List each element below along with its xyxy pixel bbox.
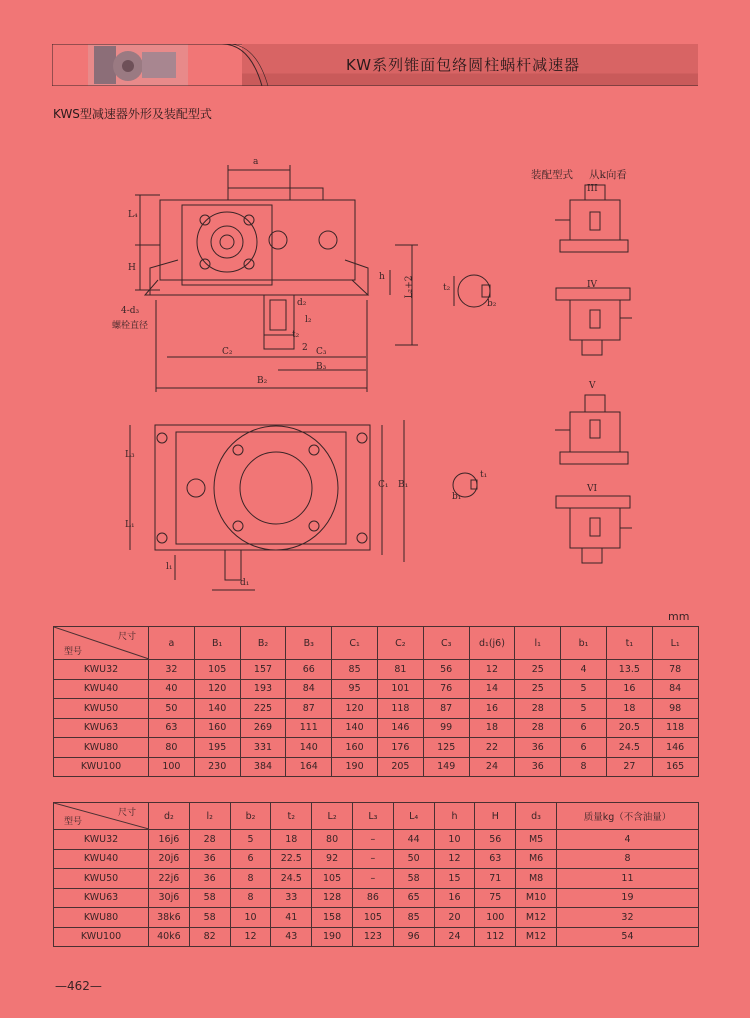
table-cell: 5	[230, 830, 271, 850]
table-row	[54, 888, 699, 908]
column-header: 质量kg（不含油量）	[556, 803, 698, 830]
table-cell: 8	[230, 869, 271, 889]
table-cell: 33	[271, 888, 312, 908]
model-cell: KWU32	[54, 830, 149, 850]
table-cell: 38k6	[149, 908, 190, 928]
assembly-title	[531, 167, 643, 182]
table-cell: 82	[189, 927, 230, 947]
table-cell: 230	[194, 757, 240, 777]
table-cell: 58	[393, 869, 434, 889]
table-cell: 10	[434, 830, 475, 850]
table-cell: M8	[516, 869, 557, 889]
table-cell: 140	[332, 718, 378, 738]
table-cell: 44	[393, 830, 434, 850]
table-cell: 16	[606, 679, 652, 699]
table-cell: 80	[149, 738, 195, 758]
table-cell: 86	[352, 888, 393, 908]
bolt-diameter-note: 螺栓直径	[112, 321, 149, 331]
column-header: B₃	[286, 627, 332, 660]
dim-t2: t₂	[292, 330, 300, 340]
table-cell: 146	[652, 738, 698, 758]
table-cell: 84	[652, 679, 698, 699]
table-cell: 56	[475, 830, 516, 850]
table-cell: 32	[556, 908, 698, 928]
table-row	[54, 660, 699, 680]
table-cell: 16	[434, 888, 475, 908]
table-cell: 25	[515, 679, 561, 699]
table-cell: 41	[271, 908, 312, 928]
assembly-label: 装配型式	[531, 169, 573, 181]
column-header: C₂	[377, 627, 423, 660]
table-cell: 87	[423, 699, 469, 719]
table-cell: 18	[469, 718, 515, 738]
dim-C2: C₂	[222, 347, 233, 357]
table-cell: 118	[652, 718, 698, 738]
model-cell: KWU50	[54, 699, 149, 719]
dimension-table-2	[53, 802, 699, 947]
dim-h: h	[379, 272, 385, 282]
table-cell: –	[352, 869, 393, 889]
table-cell: 50	[393, 849, 434, 869]
table-cell: 160	[332, 738, 378, 758]
dim-B1: B₁	[398, 480, 409, 490]
dim-d2: d₂	[297, 298, 307, 308]
dim-B2: B₂	[257, 376, 268, 386]
table-cell: 105	[312, 869, 353, 889]
table-cell: 112	[475, 927, 516, 947]
table-cell: 20j6	[149, 849, 190, 869]
table-cell: 95	[332, 679, 378, 699]
table-cell: 128	[312, 888, 353, 908]
dim-t1: t₁	[480, 470, 488, 480]
dim-C3: C₃	[316, 347, 327, 357]
table-row	[54, 699, 699, 719]
column-header: C₁	[332, 627, 378, 660]
table-cell: 176	[377, 738, 423, 758]
column-header: h	[434, 803, 475, 830]
table-cell: 8	[561, 757, 607, 777]
table-cell: 6	[230, 849, 271, 869]
table-cell: 66	[286, 660, 332, 680]
assembly-view-III	[555, 185, 628, 252]
unit-label: mm	[668, 610, 690, 623]
table-cell: 50	[149, 699, 195, 719]
table-corner	[54, 803, 149, 830]
table-cell: 100	[475, 908, 516, 928]
column-header: l₁	[515, 627, 561, 660]
column-header: a	[149, 627, 195, 660]
view-label-V: V	[589, 381, 596, 391]
table-cell: 56	[423, 660, 469, 680]
table-cell: 92	[312, 849, 353, 869]
corner-size-label: 尺寸	[117, 632, 136, 642]
table-cell: M12	[516, 908, 557, 928]
model-cell: KWU100	[54, 757, 149, 777]
dim-L3: L₃	[125, 450, 135, 460]
table-cell: 76	[423, 679, 469, 699]
table-cell: 22j6	[149, 869, 190, 889]
table-cell: 24.5	[606, 738, 652, 758]
table-cell: 54	[556, 927, 698, 947]
dim-l2: l₂	[305, 315, 312, 325]
table-cell: 24	[469, 757, 515, 777]
table-cell: 96	[393, 927, 434, 947]
table-cell: 8	[230, 888, 271, 908]
table-row	[54, 849, 699, 869]
table-cell: 5	[561, 699, 607, 719]
view-label-IV: IV	[587, 280, 598, 290]
table-cell: –	[352, 849, 393, 869]
table-cell: 120	[332, 699, 378, 719]
table-cell: 10	[230, 908, 271, 928]
dim-2: 2	[302, 343, 308, 353]
table-row	[54, 679, 699, 699]
assembly-view-VI	[556, 496, 632, 563]
dim-l1: l₁	[166, 562, 173, 572]
table-cell: 24.5	[271, 869, 312, 889]
table-cell: 80	[312, 830, 353, 850]
table-cell: 160	[194, 718, 240, 738]
column-header: d₃	[516, 803, 557, 830]
corner-size-label: 尺寸	[117, 808, 136, 818]
table-cell: 58	[189, 908, 230, 928]
dim-L2: L₂+2	[404, 275, 415, 299]
table-cell: 19	[556, 888, 698, 908]
corner-model-label: 型号	[64, 647, 83, 657]
table-cell: 6	[561, 718, 607, 738]
table-cell: 36	[515, 757, 561, 777]
column-header: B₁	[194, 627, 240, 660]
column-header: L₁	[652, 627, 698, 660]
column-header: b₂	[230, 803, 271, 830]
table-cell: 158	[312, 908, 353, 928]
table-cell: 331	[240, 738, 286, 758]
assembly-view-IV	[556, 288, 632, 355]
table-row	[54, 738, 699, 758]
table-cell: 20.5	[606, 718, 652, 738]
table-cell: 13.5	[606, 660, 652, 680]
table-cell: 12	[434, 849, 475, 869]
table-cell: 12	[469, 660, 515, 680]
table-cell: 384	[240, 757, 286, 777]
view-label-VI: VI	[587, 484, 598, 494]
table-cell: 269	[240, 718, 286, 738]
table-cell: 58	[189, 888, 230, 908]
table-cell: 225	[240, 699, 286, 719]
table-cell: 4	[561, 660, 607, 680]
table-cell: 123	[352, 927, 393, 947]
table-cell: 36	[189, 849, 230, 869]
table-cell: 43	[271, 927, 312, 947]
table-cell: 164	[286, 757, 332, 777]
dimension-table-1	[53, 626, 699, 777]
table-cell: 118	[377, 699, 423, 719]
table-cell: 120	[194, 679, 240, 699]
table-row	[54, 927, 699, 947]
table-cell: 12	[230, 927, 271, 947]
housing-side-view	[160, 200, 355, 280]
dim-t2-section: t₂	[443, 283, 451, 293]
table-cell: 84	[286, 679, 332, 699]
table-cell: 165	[652, 757, 698, 777]
table-cell: 5	[561, 679, 607, 699]
table-cell: 125	[423, 738, 469, 758]
table-row	[54, 908, 699, 928]
column-header: l₂	[189, 803, 230, 830]
table-cell: 28	[189, 830, 230, 850]
table-cell: 22	[469, 738, 515, 758]
table-cell: 16j6	[149, 830, 190, 850]
model-cell: KWU80	[54, 738, 149, 758]
column-header: L₃	[352, 803, 393, 830]
column-header: d₂	[149, 803, 190, 830]
model-cell: KWU63	[54, 718, 149, 738]
table-cell: 63	[149, 718, 195, 738]
table-corner	[54, 627, 149, 660]
column-header: H	[475, 803, 516, 830]
table-cell: 101	[377, 679, 423, 699]
dim-L1: L₁	[125, 520, 135, 530]
table-cell: 85	[332, 660, 378, 680]
table-cell: 25	[515, 660, 561, 680]
model-cell: KWU40	[54, 849, 149, 869]
table-cell: 40k6	[149, 927, 190, 947]
column-header: C₃	[423, 627, 469, 660]
table-cell: 85	[393, 908, 434, 928]
table-cell: 36	[189, 869, 230, 889]
dim-a: a	[253, 157, 259, 167]
model-cell: KWU40	[54, 679, 149, 699]
table-cell: 146	[377, 718, 423, 738]
table-cell: 75	[475, 888, 516, 908]
table-cell: 30j6	[149, 888, 190, 908]
table-cell: 28	[515, 699, 561, 719]
table-cell: 81	[377, 660, 423, 680]
corner-model-label: 型号	[64, 817, 83, 827]
assembly-view-V	[555, 395, 628, 464]
table-cell: 36	[515, 738, 561, 758]
dim-b1: b₁	[452, 492, 462, 502]
table-cell: 149	[423, 757, 469, 777]
table-cell: 100	[149, 757, 195, 777]
table-cell: –	[352, 830, 393, 850]
table-cell: 190	[332, 757, 378, 777]
table-cell: 99	[423, 718, 469, 738]
table-cell: M5	[516, 830, 557, 850]
column-header: t₁	[606, 627, 652, 660]
table-cell: 40	[149, 679, 195, 699]
table-cell: 111	[286, 718, 332, 738]
table-cell: 105	[194, 660, 240, 680]
model-cell: KWU100	[54, 927, 149, 947]
page-title: KW系列锥面包络圆柱蜗杆减速器	[346, 56, 581, 74]
table-cell: 140	[194, 699, 240, 719]
table-cell: M6	[516, 849, 557, 869]
column-header: L₂	[312, 803, 353, 830]
table-cell: 11	[556, 869, 698, 889]
table-row	[54, 830, 699, 850]
table-cell: 205	[377, 757, 423, 777]
table-cell: 193	[240, 679, 286, 699]
column-header: B₂	[240, 627, 286, 660]
table-cell: 140	[286, 738, 332, 758]
table-row	[54, 718, 699, 738]
table-cell: 71	[475, 869, 516, 889]
table-cell: 78	[652, 660, 698, 680]
table-cell: 98	[652, 699, 698, 719]
table-cell: M12	[516, 927, 557, 947]
view-label-III: III	[587, 184, 598, 194]
table-cell: 27	[606, 757, 652, 777]
table-cell: 32	[149, 660, 195, 680]
table-cell: 24	[434, 927, 475, 947]
model-cell: KWU50	[54, 869, 149, 889]
dim-L4: L₄	[128, 210, 138, 220]
table-cell: 20	[434, 908, 475, 928]
table-cell: 157	[240, 660, 286, 680]
table-cell: 105	[352, 908, 393, 928]
page-number: —462—	[55, 979, 102, 993]
model-cell: KWU63	[54, 888, 149, 908]
table-cell: 190	[312, 927, 353, 947]
table-cell: 15	[434, 869, 475, 889]
table-cell: M10	[516, 888, 557, 908]
model-cell: KWU80	[54, 908, 149, 928]
column-header: L₄	[393, 803, 434, 830]
model-cell: KWU32	[54, 660, 149, 680]
dim-C1: C₁	[378, 480, 389, 490]
dim-H: H	[128, 263, 136, 273]
table-cell: 14	[469, 679, 515, 699]
column-header: d₁(j6)	[469, 627, 515, 660]
table-cell: 195	[194, 738, 240, 758]
dim-d1: d₁	[240, 578, 250, 588]
dim-d3-note: 4-d₃	[121, 306, 140, 316]
table-cell: 8	[556, 849, 698, 869]
table-row	[54, 869, 699, 889]
table-cell: 87	[286, 699, 332, 719]
table-cell: 28	[515, 718, 561, 738]
table-cell: 22.5	[271, 849, 312, 869]
table-cell: 16	[469, 699, 515, 719]
assembly-view-direction: 从k向看	[589, 169, 627, 181]
table-cell: 65	[393, 888, 434, 908]
section-subtitle: KWS型减速器外形及装配型式	[53, 107, 212, 121]
table-cell: 18	[271, 830, 312, 850]
column-header: b₁	[561, 627, 607, 660]
table-cell: 6	[561, 738, 607, 758]
dim-b2: b₂	[487, 299, 497, 309]
table-row	[54, 757, 699, 777]
column-header: t₂	[271, 803, 312, 830]
table-cell: 4	[556, 830, 698, 850]
table-cell: 18	[606, 699, 652, 719]
table-cell: 63	[475, 849, 516, 869]
dim-B3: B₃	[316, 362, 327, 372]
